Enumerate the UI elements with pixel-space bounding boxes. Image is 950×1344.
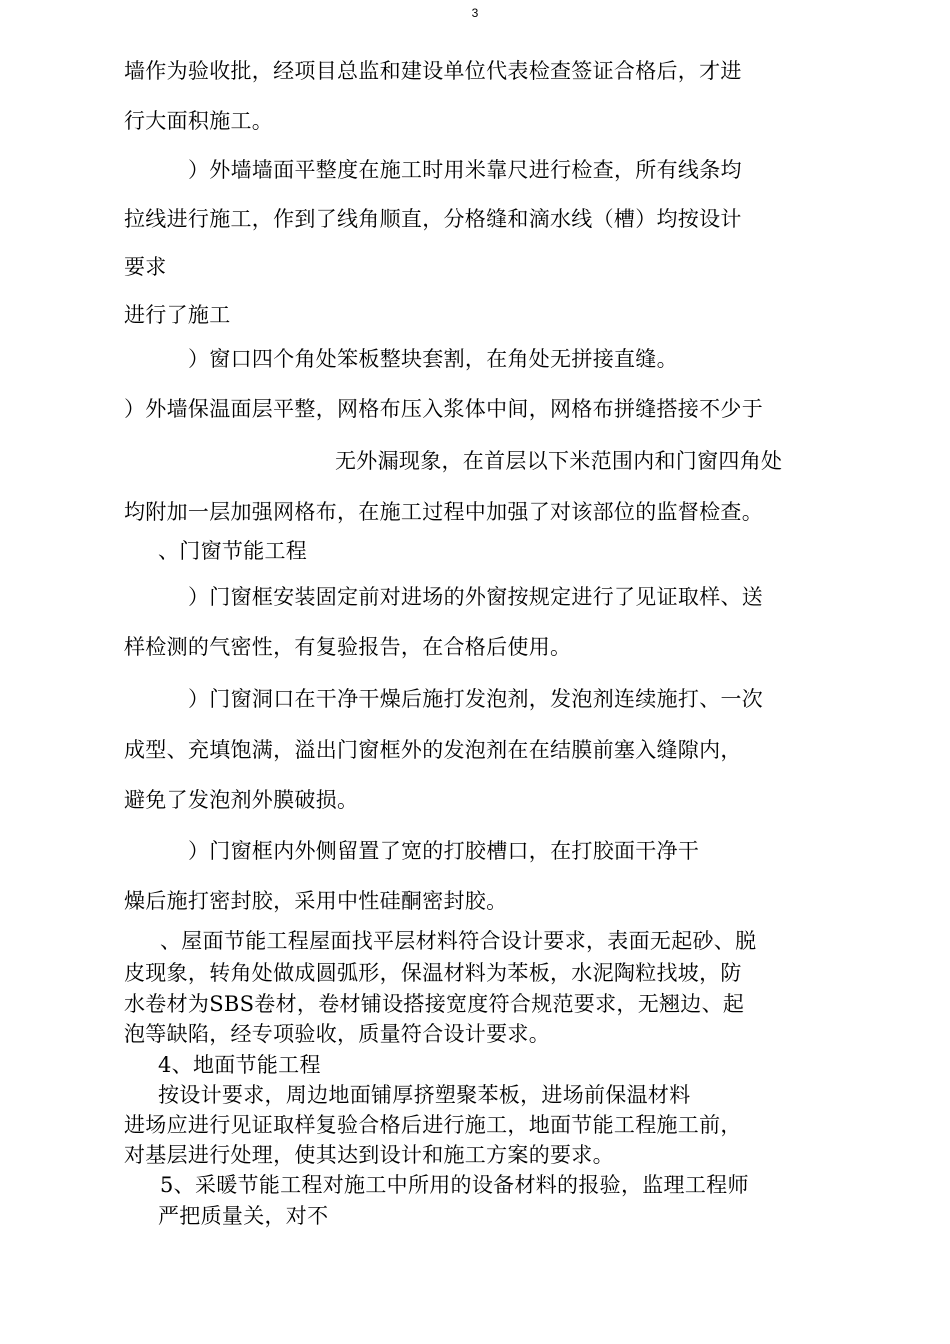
section-heading: 5、采暖节能工程对施工中所用的设备材料的报验，监理工程师	[160, 1173, 749, 1197]
text-line: 拉线进行施工，作到了线角顺直，分格缝和滴水线（槽）均按设计	[124, 207, 742, 231]
text-line: 避免了发泡剂外膜破损。	[124, 788, 359, 812]
text-line: 严把质量关，对不	[158, 1204, 329, 1228]
text-line: 水卷材为SBS卷材，卷材铺设搭接宽度符合规范要求，无翘边、起	[124, 992, 745, 1016]
text-line: 进行了施工	[124, 303, 231, 327]
text-line: 均附加一层加强网格布，在施工过程中加强了对该部位的监督检查。	[124, 500, 763, 524]
text-line: ）窗口四个角处笨板整块套割，在角处无拼接直缝。	[188, 347, 678, 371]
text-line: ）门窗洞口在干净干燥后施打发泡剂，发泡剂连续施打、一次	[188, 687, 764, 711]
text-line: 对基层进行处理，使其达到设计和施工方案的要求。	[124, 1143, 614, 1167]
text-line: 泡等缺陷，经专项验收，质量符合设计要求。	[124, 1022, 550, 1046]
text-line: ）门窗框内外侧留置了宽的打胶槽口，在打胶面干净干	[188, 839, 700, 863]
text-line: 成型、充填饱满，溢出门窗框外的发泡剂在在结膜前塞入缝隙内，	[124, 738, 742, 762]
text-line: 样检测的气密性，有复验报告，在合格后使用。	[124, 635, 572, 659]
section-heading: 、屋面节能工程屋面找平层材料符合设计要求，表面无起砂、脱	[160, 929, 757, 953]
text-line: 要求	[124, 255, 167, 279]
text-line: 按设计要求，周边地面铺厚挤塑聚苯板，进场前保温材料	[158, 1083, 691, 1107]
text-line: 墙作为验收批，经项目总监和建设单位代表检查签证合格后，才进	[124, 59, 742, 83]
text-line: 无外漏现象，在首层以下米范围内和门窗四角处	[335, 449, 783, 473]
section-heading: 、门窗节能工程	[158, 539, 308, 563]
text-line: 燥后施打密封胶，采用中性硅酮密封胶。	[124, 889, 508, 913]
text-line: 皮现象，转角处做成圆弧形，保温材料为苯板，水泥陶粒找坡，防	[124, 961, 742, 985]
section-heading: 4、地面节能工程	[158, 1053, 321, 1077]
page-number: 3	[471, 6, 479, 20]
text-line: ）门窗框安装固定前对进场的外窗按规定进行了见证取样、送	[188, 585, 764, 609]
text-line: 行大面积施工。	[124, 109, 274, 133]
text-line: 进场应进行见证取样复验合格后进行施工，地面节能工程施工前，	[124, 1113, 742, 1137]
text-line: ）外墙墙面平整度在施工时用米靠尺进行检查，所有线条均	[188, 158, 742, 182]
text-line: ）外墙保温面层平整，网格布压入浆体中间，网格布拼缝搭接不少于	[124, 397, 763, 421]
